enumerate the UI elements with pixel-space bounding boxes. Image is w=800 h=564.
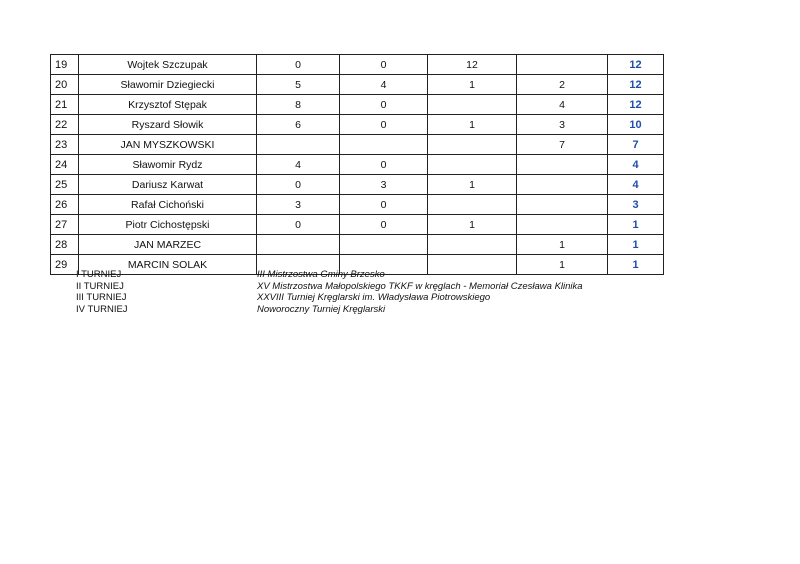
legend-row (76, 281, 583, 293)
legend-description: XXVIII Turniej Kręglarski im. Władysława Piotrowskiego (257, 292, 491, 303)
rank-cell: 29 (51, 255, 79, 275)
tournament-1-points-cell: 6 (257, 115, 340, 135)
tournament-4-points-cell: 4 (517, 95, 608, 115)
player-name-cell: Dariusz Karwat (79, 175, 257, 195)
player-name-cell: Piotr Cichostępski (79, 215, 257, 235)
results-table-body (51, 55, 664, 275)
total-points-cell: 7 (608, 135, 664, 155)
legend-description: XV Mistrzostwa Małopolskiego TKKF w kręglach - Memoriał Czesława Klinika (257, 280, 583, 292)
legend-description: Noworoczny Turniej Kręglarski (257, 303, 386, 315)
table-row (51, 75, 664, 95)
tournament-4-points-cell: 3 (517, 115, 608, 135)
table-row (51, 55, 664, 75)
tournament-4-points-cell: 1 (517, 235, 608, 255)
total-points-cell: 3 (608, 195, 664, 215)
tournament-4-points-cell (517, 55, 608, 75)
tournament-3-points-cell (428, 95, 517, 115)
total-points-cell: 1 (608, 235, 664, 255)
legend-row (76, 304, 583, 316)
table-row (51, 235, 664, 255)
player-name-cell: MARCIN SOLAK (79, 255, 257, 275)
rank-cell: 28 (51, 235, 79, 255)
tournament-3-points-cell: 1 (428, 75, 517, 95)
player-name-cell: JAN MYSZKOWSKI (79, 135, 257, 155)
total-points-cell: 12 (608, 75, 664, 95)
tournament-2-points-cell: 0 (340, 195, 428, 215)
tournament-3-points-cell: 12 (428, 55, 517, 75)
tournament-3-points-cell (428, 195, 517, 215)
tournament-3-points-cell: 1 (428, 175, 517, 195)
legend-label: II TURNIEJ (76, 280, 124, 292)
total-points-cell: 4 (608, 155, 664, 175)
total-points-cell: 12 (608, 55, 664, 75)
total-points-cell: 12 (608, 95, 664, 115)
table-row (51, 135, 664, 155)
tournament-2-points-cell: 3 (340, 175, 428, 195)
table-row (51, 95, 664, 115)
legend-label: I TURNIEJ (76, 269, 122, 280)
tournament-1-points-cell (257, 235, 340, 255)
rank-cell: 19 (51, 55, 79, 75)
tournament-4-points-cell: 7 (517, 135, 608, 155)
legend-label: IV TURNIEJ (76, 303, 128, 315)
player-name-cell: Rafał Cichoński (79, 195, 257, 215)
legend-description: III Mistrzostwa Gminy Brzesko (257, 269, 385, 280)
tournament-2-points-cell: 0 (340, 215, 428, 235)
tournament-4-points-cell (517, 215, 608, 235)
total-points-cell: 4 (608, 175, 664, 195)
tournament-1-points-cell: 5 (257, 75, 340, 95)
tournament-1-points-cell: 8 (257, 95, 340, 115)
tournament-3-points-cell (428, 235, 517, 255)
total-points-cell: 10 (608, 115, 664, 135)
table-row (51, 215, 664, 235)
player-name-cell: JAN MARZEC (79, 235, 257, 255)
legend-row (76, 269, 583, 281)
rank-cell: 23 (51, 135, 79, 155)
legend-row (76, 292, 583, 304)
player-name-cell: Krzysztof Stępak (79, 95, 257, 115)
table-row (51, 195, 664, 215)
rank-cell: 22 (51, 115, 79, 135)
player-name-cell: Wojtek Szczupak (79, 55, 257, 75)
tournament-2-points-cell: 0 (340, 95, 428, 115)
tournament-2-points-cell (340, 235, 428, 255)
tournament-3-points-cell: 1 (428, 215, 517, 235)
player-name-cell: Ryszard Słowik (79, 115, 257, 135)
tournament-1-points-cell: 0 (257, 215, 340, 235)
total-points-cell: 1 (608, 255, 664, 275)
tournament-4-points-cell (517, 195, 608, 215)
tournament-1-points-cell: 0 (257, 55, 340, 75)
table-row (51, 155, 664, 175)
tournament-2-points-cell: 4 (340, 75, 428, 95)
tournament-legend (76, 269, 583, 315)
tournament-3-points-cell (428, 135, 517, 155)
player-name-cell: Sławomir Dziegiecki (79, 75, 257, 95)
rank-cell: 20 (51, 75, 79, 95)
tournament-4-points-cell (517, 155, 608, 175)
rank-cell: 21 (51, 95, 79, 115)
player-name-cell: Sławomir Rydz (79, 155, 257, 175)
tournament-1-points-cell: 3 (257, 195, 340, 215)
tournament-3-points-cell (428, 155, 517, 175)
rank-cell: 25 (51, 175, 79, 195)
tournament-3-points-cell: 1 (428, 115, 517, 135)
legend-label: III TURNIEJ (76, 292, 127, 303)
tournament-1-points-cell: 4 (257, 155, 340, 175)
results-table (50, 54, 664, 275)
tournament-4-points-cell (517, 175, 608, 195)
table-row (51, 115, 664, 135)
tournament-4-points-cell: 2 (517, 75, 608, 95)
rank-cell: 24 (51, 155, 79, 175)
tournament-1-points-cell: 0 (257, 175, 340, 195)
total-points-cell: 1 (608, 215, 664, 235)
tournament-4-points-cell: 1 (517, 255, 608, 275)
tournament-2-points-cell (340, 135, 428, 155)
tournament-2-points-cell: 0 (340, 115, 428, 135)
rank-cell: 26 (51, 195, 79, 215)
tournament-2-points-cell: 0 (340, 155, 428, 175)
table-row (51, 175, 664, 195)
rank-cell: 27 (51, 215, 79, 235)
tournament-1-points-cell (257, 135, 340, 155)
tournament-2-points-cell: 0 (340, 55, 428, 75)
